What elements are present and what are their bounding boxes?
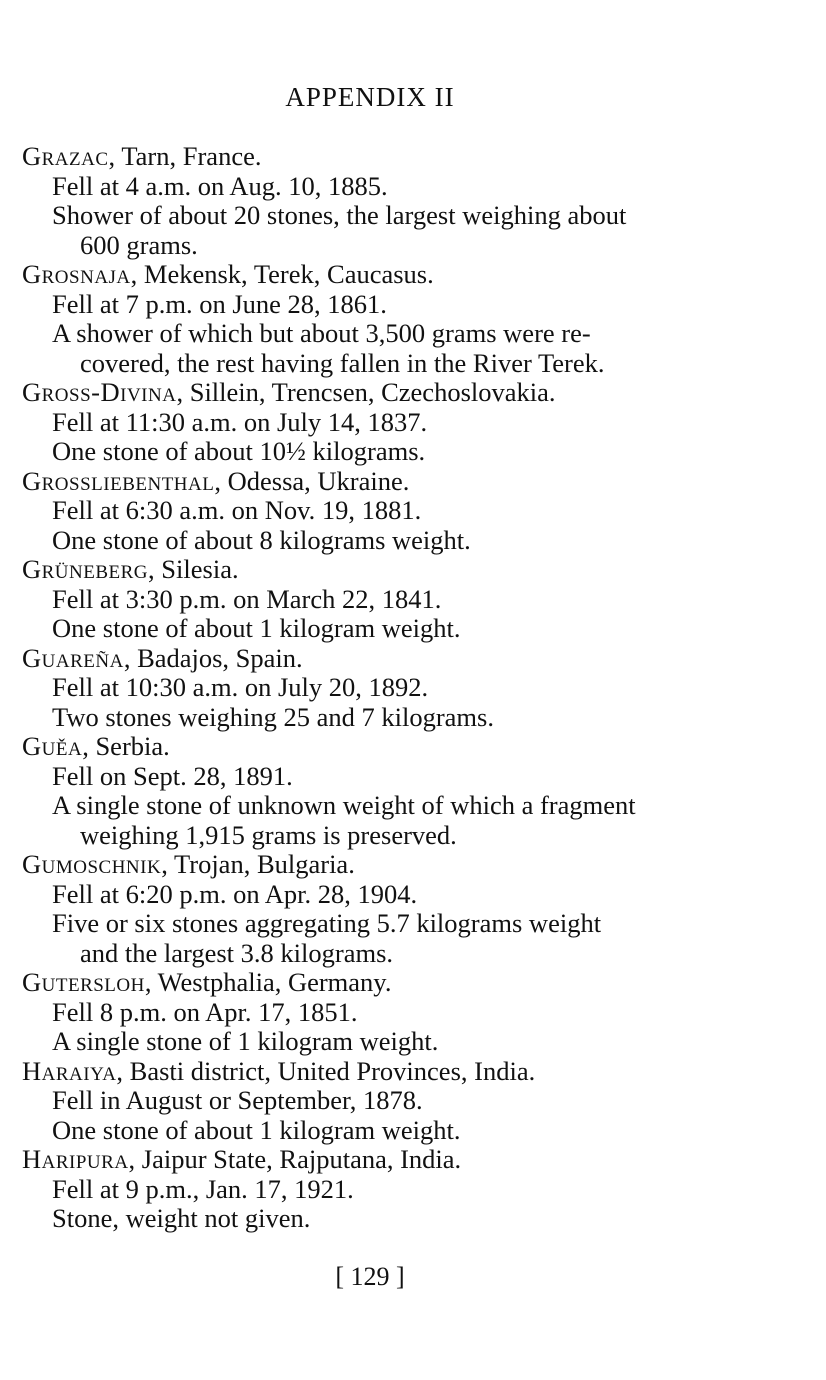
meteorite-location: , Basti district, United Provinces, India. [116,1055,536,1086]
meteorite-name: Haraiya [22,1055,117,1086]
entry-heading [22,644,722,674]
meteorite-location: , Tarn, France. [108,141,262,171]
meteorite-entry [22,1057,722,1146]
entry-detail-line: A single stone of unknown weight of which a fragment [52,790,636,820]
entry-detail-line: Shower of about 20 stones, the largest weighing about [52,200,627,230]
entry-detail-line: One stone of about 1 kilogram weight. [52,613,461,643]
entry-detail-line: One stone of about 1 kilogram weight. [52,1114,461,1145]
meteorite-name: Gross-Divina [22,377,177,407]
entry-detail-line: Fell at 6:30 a.m. on Nov. 19, 1881. [52,495,422,525]
entry-continuation-line: weighing 1,915 grams is preserved. [80,819,457,850]
meteorite-entry [22,260,722,378]
meteorite-location: , Serbia. [82,731,170,761]
entry-detail-line: A single stone of 1 kilogram weight. [52,1026,439,1056]
meteorite-entry [22,142,722,260]
entry-detail-line: Fell at 7 p.m. on June 28, 1861. [52,288,387,319]
page-title: APPENDIX II [285,82,455,112]
meteorite-name: Grosnaja [22,259,131,289]
meteorite-name: Haripura [22,1144,129,1174]
meteorite-location: , Odessa, Ukraine. [214,465,410,496]
entry-detail-line: Fell on Sept. 28, 1891. [52,760,293,791]
meteorite-name: Guěa [22,731,83,761]
entry-heading [22,260,722,290]
entry-heading [22,968,722,998]
meteorite-name: Gutersloh [22,967,145,997]
entry-heading [22,1145,722,1175]
entry-detail-line: Fell at 4 a.m. on Aug. 10, 1885. [52,170,388,201]
entry-heading [22,378,722,408]
entry-detail-line: Two stones weighing 25 and 7 kilograms. [52,701,494,732]
entry-detail-line: Five or six stones aggregating 5.7 kilograms weight [52,908,602,938]
page-number: [ 129 ] [335,1262,405,1291]
entry-heading [22,467,722,497]
entry-heading [22,142,722,172]
meteorite-entry [22,850,722,968]
meteorite-entry-list [22,142,722,1234]
meteorite-entry [22,732,722,850]
meteorite-entry [22,968,722,1057]
entry-detail-line: One stone of about 8 kilograms weight. [52,524,471,555]
meteorite-location: , Sillein, Trencsen, Czechoslovakia. [176,377,556,407]
entry-continuation-line: 600 grams. [80,229,198,260]
entry-detail-line: Fell at 10:30 a.m. on July 20, 1892. [52,672,429,702]
entry-detail-line: One stone of about 10½ kilograms. [52,436,426,466]
meteorite-location: , Jaipur State, Rajputana, India. [128,1144,462,1174]
meteorite-entry [22,378,722,467]
meteorite-location: , Trojan, Bulgaria. [161,849,355,879]
entry-detail-line: Fell at 6:20 p.m. on Apr. 28, 1904. [52,878,418,909]
entry-heading [22,1057,722,1087]
meteorite-location: , Mekensk, Terek, Caucasus. [130,259,434,289]
meteorite-name: Gumoschnik [22,849,162,879]
meteorite-name: Grazac [22,141,109,171]
meteorite-location: , Silesia. [148,554,239,584]
entry-detail-line: Fell at 11:30 a.m. on July 14, 1837. [52,406,428,437]
entry-heading [22,732,722,762]
meteorite-name: Grossliebenthal [22,465,215,496]
meteorite-entry [22,644,722,733]
meteorite-location: , Westphalia, Germany. [144,967,392,997]
meteorite-name: Guareña [22,642,124,673]
entry-detail-line: Fell 8 p.m. on Apr. 17, 1851. [52,996,358,1027]
entry-detail-line: A shower of which but about 3,500 grams were re- [52,318,591,348]
entry-continuation-line: covered, the rest having fallen in the River Terek. [80,347,605,378]
meteorite-entry [22,555,722,644]
meteorite-entry [22,467,722,556]
meteorite-entry [22,1145,722,1234]
meteorite-location: , Badajos, Spain. [123,642,303,673]
entry-continuation-line: and the largest 3.8 kilograms. [80,937,394,968]
entry-heading [22,555,722,585]
entry-detail-line: Fell in August or September, 1878. [52,1085,423,1115]
entry-detail-line: Fell at 3:30 p.m. on March 22, 1841. [52,583,442,614]
entry-heading [22,850,722,880]
entry-detail-line: Fell at 9 p.m., Jan. 17, 1921. [52,1173,354,1204]
meteorite-name: Grüneberg [22,554,149,584]
entry-detail-line: Stone, weight not given. [52,1203,311,1233]
